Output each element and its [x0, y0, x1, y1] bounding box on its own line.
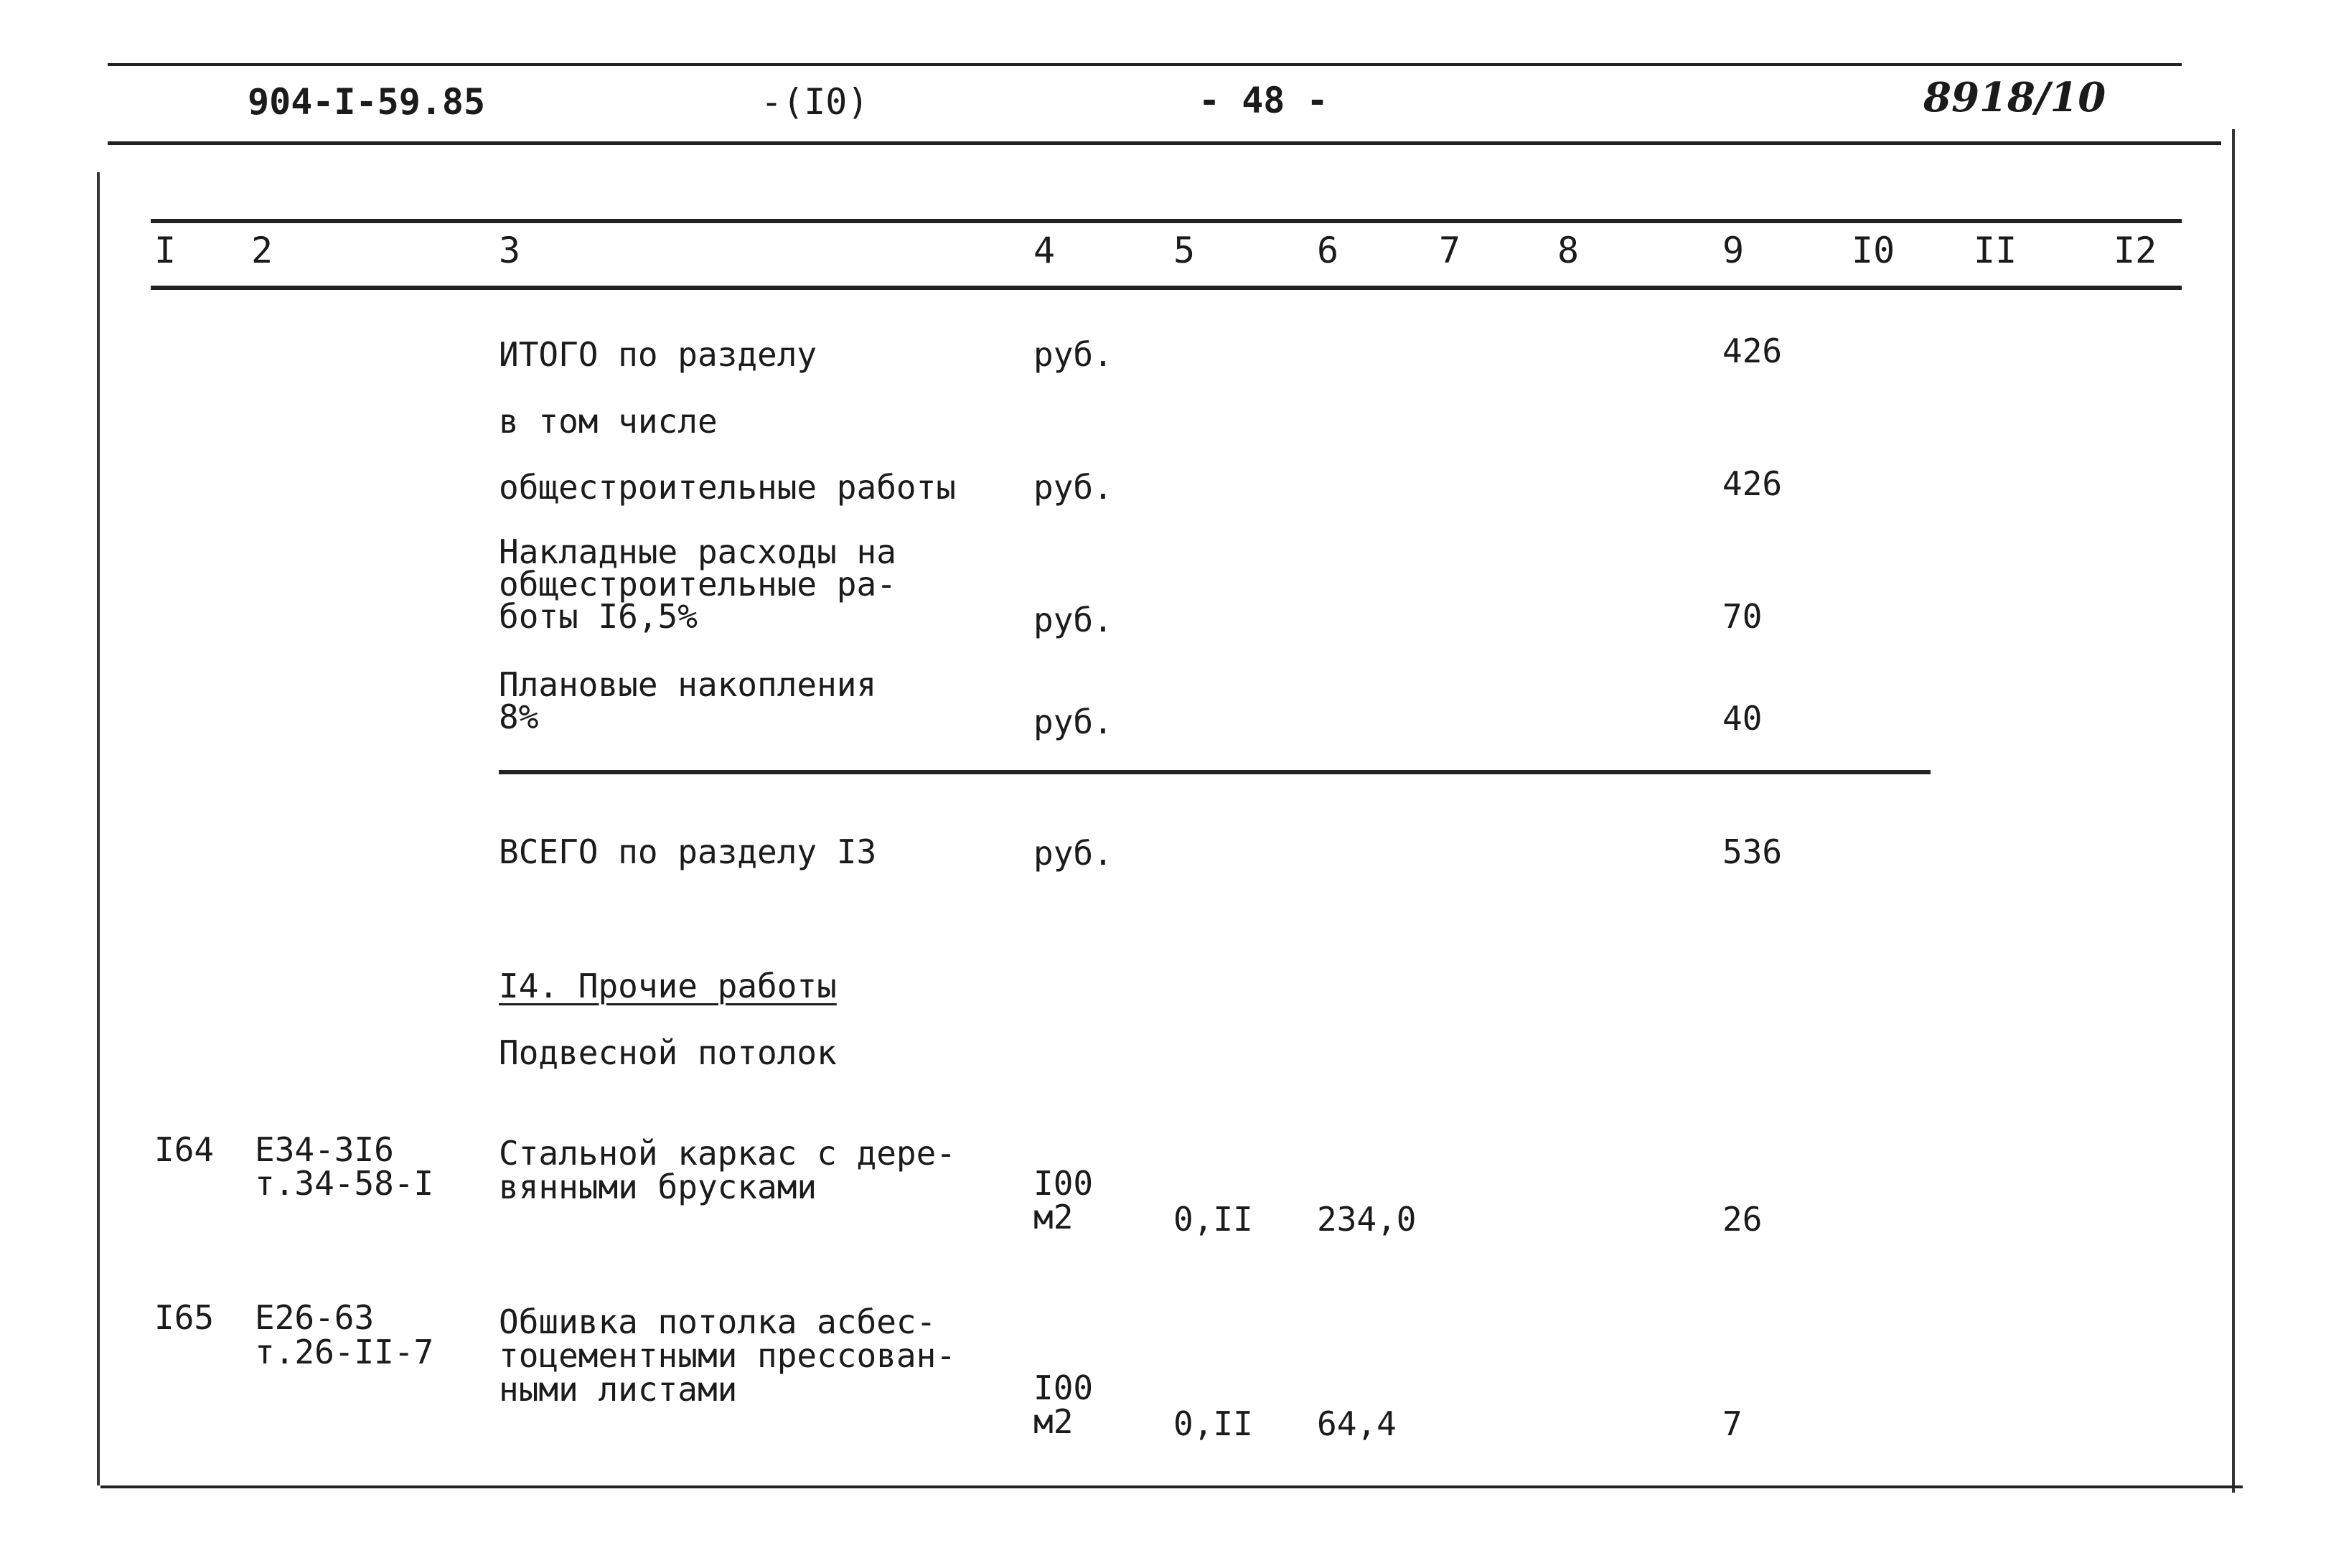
r165-desc-line3: ными листами: [499, 1370, 738, 1409]
obshchestroit-unit: руб.: [1033, 468, 1113, 507]
col-header-3: 3: [499, 230, 521, 271]
subtotal-rule: [499, 770, 1931, 774]
r164-code-line2: т.34-58-I: [255, 1164, 434, 1203]
col-header-9: 9: [1722, 230, 1745, 271]
r165-code-line1: Е26-63: [255, 1298, 375, 1337]
section-number: -(I0): [761, 81, 869, 123]
obshchestroit-label: общестроительные работы: [499, 468, 956, 507]
nakladnye-label-line2: общестроительные ра-: [499, 565, 896, 604]
table-top-rule: [151, 219, 2182, 223]
r164-unit-line1: I00: [1033, 1164, 1094, 1203]
header-bottom-rule: [151, 286, 2182, 290]
col-header-8: 8: [1557, 230, 1580, 271]
col-header-11: II: [1974, 230, 2017, 271]
r164-unit-line2: м2: [1033, 1198, 1074, 1236]
r164-price: 234,0: [1317, 1200, 1417, 1239]
nakladnye-label-line1: Накладные расходы на: [499, 532, 896, 571]
vsego-unit: руб.: [1033, 834, 1113, 873]
r164-desc-line1: Стальной каркас с дере-: [499, 1134, 956, 1173]
col-header-12: I2: [2114, 230, 2157, 271]
itogo-value: 426: [1722, 332, 1783, 370]
vsego-label: ВСЕГО по разделу I3: [499, 832, 877, 871]
top-border: [108, 63, 2182, 66]
r165-desc-line2: тоцементными прессован-: [499, 1336, 956, 1375]
planovye-unit: руб.: [1033, 703, 1113, 741]
itogo-label: ИТОГО по разделу: [499, 335, 817, 374]
col-header-4: 4: [1033, 230, 1056, 271]
r165-total: 7: [1722, 1404, 1743, 1443]
r164-number: I64: [154, 1130, 215, 1169]
itogo-unit: руб.: [1033, 335, 1113, 374]
podvesnoy-label: Подвесной потолок: [499, 1033, 837, 1072]
r165-number: I65: [154, 1298, 215, 1337]
col-header-7: 7: [1439, 230, 1461, 271]
doc-number: 904-I-59.85: [248, 81, 486, 123]
r165-code-line2: т.26-II-7: [255, 1333, 434, 1371]
header-underline: [108, 141, 2221, 145]
section-14-title: I4. Прочие работы: [499, 967, 837, 1005]
r165-price: 64,4: [1317, 1404, 1397, 1443]
left-border: [97, 172, 100, 1485]
r164-desc-line2: вянными брусками: [499, 1168, 817, 1206]
col-header-6: 6: [1317, 230, 1339, 271]
col-header-5: 5: [1173, 230, 1196, 271]
r165-unit-line2: м2: [1033, 1402, 1074, 1441]
page-number: - 48 -: [1199, 80, 1328, 121]
r164-qty: 0,II: [1173, 1200, 1253, 1239]
sheet-code: 8918/10: [1923, 74, 2106, 121]
col-header-2: 2: [251, 230, 273, 271]
nakladnye-unit: руб.: [1033, 601, 1113, 639]
r165-qty: 0,II: [1173, 1404, 1253, 1443]
r165-desc-line1: Обшивка потолка асбес-: [499, 1302, 937, 1341]
v-tom-chisle-label: в том числе: [499, 402, 718, 441]
col-header-10: I0: [1852, 230, 1895, 271]
obshchestroit-value: 426: [1722, 464, 1783, 503]
right-border: [2232, 129, 2235, 1493]
r164-total: 26: [1722, 1200, 1763, 1239]
nakladnye-label-line3: боты I6,5%: [499, 597, 698, 636]
r164-code-line1: Е34-3I6: [255, 1130, 394, 1169]
bottom-border: [100, 1485, 2243, 1488]
planovye-label-line1: Плановые накопления: [499, 665, 877, 704]
nakladnye-value: 70: [1722, 597, 1763, 636]
planovye-label-line2: 8%: [499, 698, 539, 736]
r165-unit-line1: I00: [1033, 1369, 1094, 1407]
vsego-value: 536: [1722, 832, 1783, 871]
planovye-value: 40: [1722, 699, 1763, 738]
col-header-1: I: [154, 230, 177, 271]
